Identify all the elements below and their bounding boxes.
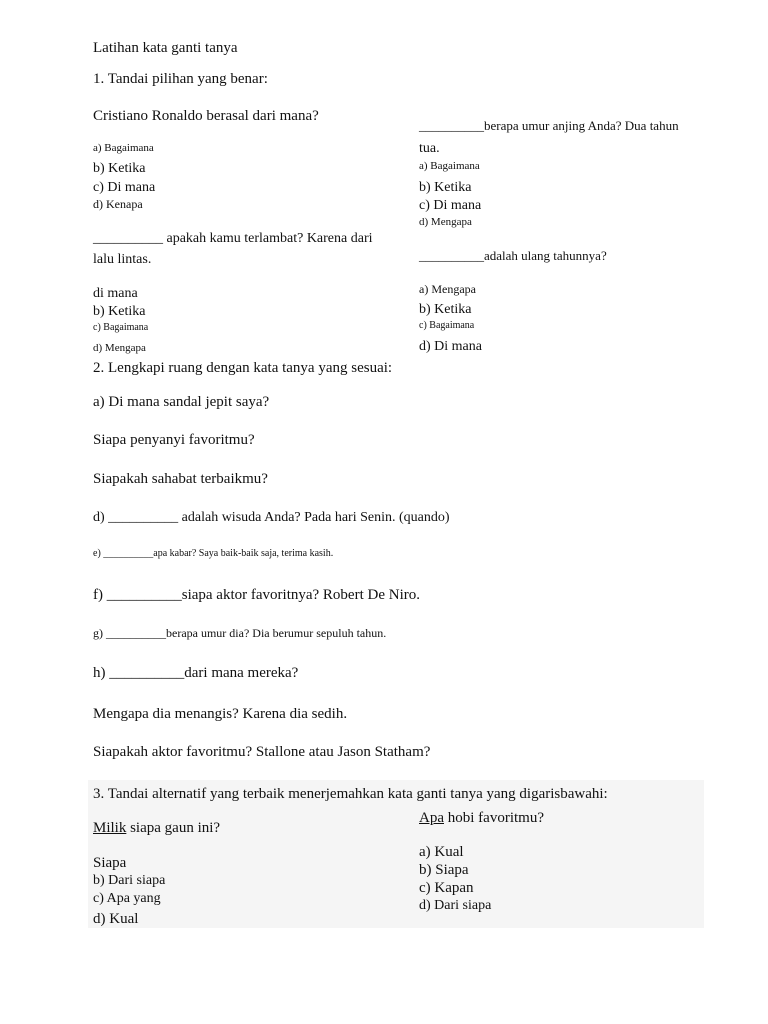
section-2-heading: 2. Lengkapi ruang dengan kata tanya yang sesuai: — [93, 360, 393, 376]
s3-q2-option-a: a) Kual — [419, 844, 464, 860]
s3-q2-underlined-word: Apa — [419, 810, 444, 826]
s1-q2-text-line2: lalu lintas. — [93, 252, 152, 267]
s1-q3-option-b: b) Ketika — [419, 180, 472, 195]
s1-q3-option-a: a) Bagaimana — [419, 160, 480, 172]
section-1-heading: 1. Tandai pilihan yang benar: — [93, 71, 268, 87]
s2-item-f: f) __________siapa aktor favoritnya? Robert De Niro. — [93, 587, 420, 603]
s3-q1-option-a: Siapa — [93, 855, 127, 871]
s1-q3-text-line1: __________berapa umur anjing Anda? Dua tahun — [419, 118, 679, 133]
s1-q4-option-b: b) Ketika — [419, 302, 472, 317]
s3-q1-underlined-word: Milik — [93, 820, 127, 836]
s3-q2-text-rest: hobi favoritmu? — [444, 810, 544, 826]
s1-q4-option-a: a) Mengapa — [419, 282, 476, 296]
s3-q1-text — [93, 820, 220, 837]
s1-q4-option-c: c) Bagaimana — [419, 320, 475, 331]
s1-q2-option-b: b) Ketika — [93, 304, 146, 319]
s1-q1-option-d: d) Kenapa — [93, 197, 143, 211]
s3-q2-option-c: c) Kapan — [419, 880, 474, 896]
s2-item-g: g) __________berapa umur dia? Dia berumur sepuluh tahun. — [93, 626, 387, 640]
s1-q3-text-line2: tua. — [419, 141, 440, 156]
s1-q1-option-c: c) Di mana — [93, 180, 156, 195]
s1-q2-option-d: d) Mengapa — [93, 342, 146, 354]
s3-q1-option-d: d) Kual — [93, 911, 139, 927]
s1-q4-option-d: d) Di mana — [419, 339, 482, 354]
s2-item-i: Mengapa dia menangis? Karena dia sedih. — [93, 706, 348, 722]
s3-q1-option-b: b) Dari siapa — [93, 873, 166, 888]
s1-q2-option-c: c) Bagaimana — [93, 322, 149, 333]
s2-item-a: a) Di mana sandal jepit saya? — [93, 394, 270, 410]
s2-item-d: d) __________ adalah wisuda Anda? Pada hari Senin. (quando) — [93, 510, 450, 525]
s1-q2-option-a: di mana — [93, 286, 138, 301]
s2-item-h: h) __________dari mana mereka? — [93, 665, 299, 681]
s1-q2-text-line1: __________ apakah kamu terlambat? Karena dari — [93, 231, 373, 246]
s1-q1-option-b: b) Ketika — [93, 161, 146, 176]
s1-q3-option-d: d) Mengapa — [419, 216, 472, 228]
s1-q1-option-a: a) Bagaimana — [93, 142, 154, 154]
s3-q2-option-b: b) Siapa — [419, 862, 469, 878]
s2-item-c: Siapakah sahabat terbaikmu? — [93, 471, 268, 487]
s2-item-e: e) __________apa kabar? Saya baik-baik saja, terima kasih. — [93, 548, 334, 559]
s2-item-j: Siapakah aktor favoritmu? Stallone atau Jason Statham? — [93, 744, 431, 760]
s3-q2-text — [419, 810, 544, 827]
s3-q1-option-c: c) Apa yang — [93, 891, 161, 906]
s3-q2-option-d: d) Dari siapa — [419, 898, 492, 913]
s3-q1-text-rest: siapa gaun ini? — [126, 820, 221, 836]
section-3-heading: 3. Tandai alternatif yang terbaik menerjemahkan kata ganti tanya yang digarisbawahi: — [93, 786, 608, 802]
worksheet-title: Latihan kata ganti tanya — [93, 40, 238, 56]
s1-q1-text: Cristiano Ronaldo berasal dari mana? — [93, 108, 319, 124]
s2-item-b: Siapa penyanyi favoritmu? — [93, 432, 255, 448]
s1-q3-option-c: c) Di mana — [419, 198, 482, 213]
s1-q4-text: __________adalah ulang tahunnya? — [419, 248, 607, 263]
